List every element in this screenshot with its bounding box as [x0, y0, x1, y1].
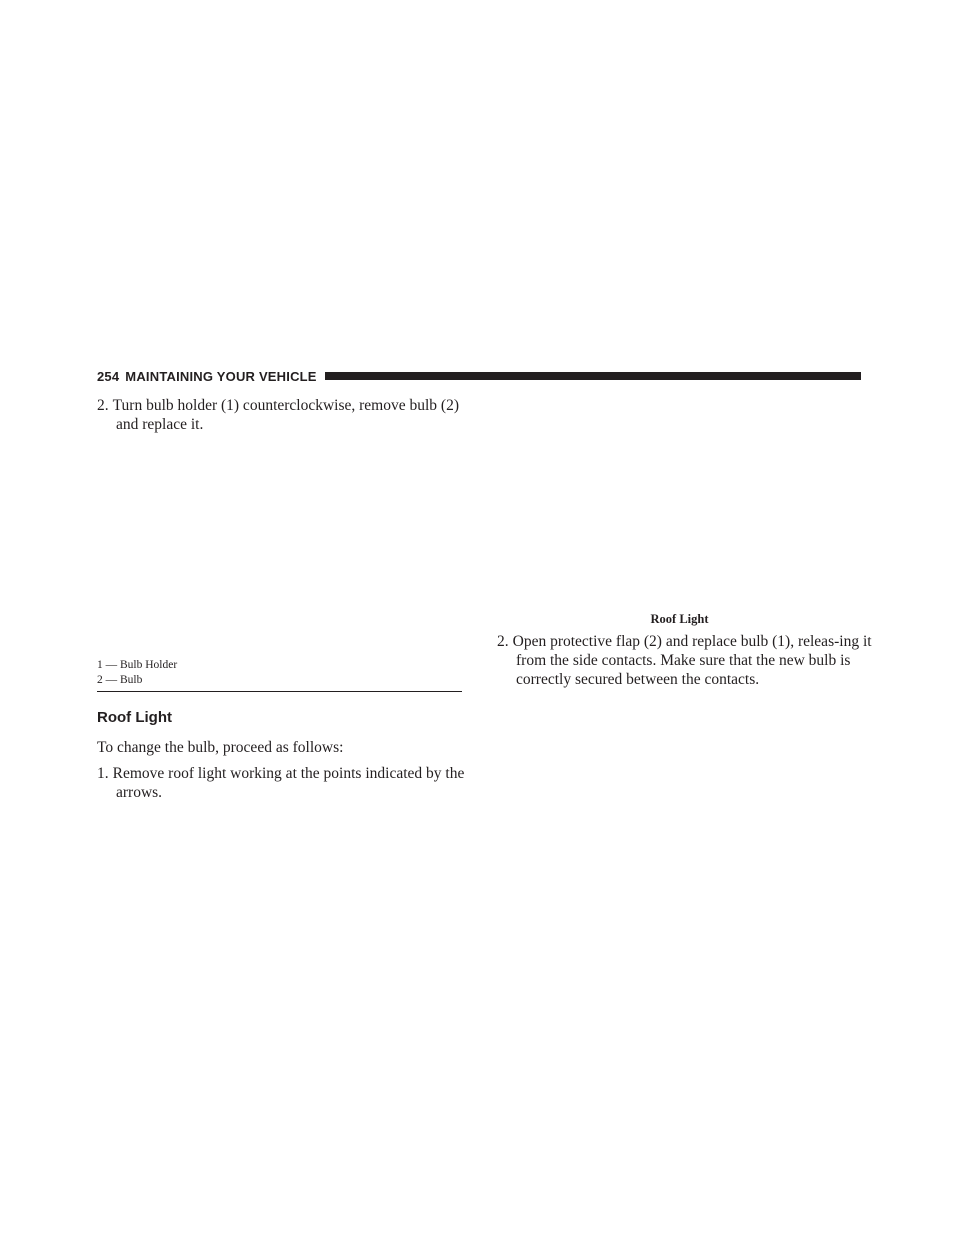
step-number: 2. — [497, 633, 509, 650]
step-open-protective-flap — [497, 632, 881, 689]
section-title: MAINTAINING YOUR VEHICLE — [125, 368, 317, 384]
callout-bulb-holder: 1 — Bulb Holder — [97, 659, 178, 671]
section-heading-roof-light: Roof Light — [97, 709, 172, 726]
callout-divider — [97, 691, 462, 692]
bulb-holder-figure — [97, 442, 462, 654]
step-remove-roof-light — [97, 764, 481, 802]
step-text: Open protective flap (2) and replace bulb (1), releas-ing it from the side contacts. Make sure that the new bulb is correctly secured between the contacts. — [512, 633, 872, 688]
running-header — [97, 366, 861, 386]
step-turn-bulb-holder — [97, 396, 481, 434]
figure-caption: Roof Light — [650, 612, 709, 626]
roof-light-figure — [497, 396, 862, 606]
callout-bulb: 2 — Bulb — [97, 674, 143, 686]
step-number: 2. — [97, 397, 109, 414]
step-text: Turn bulb holder (1) counterclockwise, remove bulb (2) and replace it. — [112, 397, 459, 433]
step-text: Remove roof light working at the points indicated by the arrows. — [112, 765, 465, 801]
page-number: 254 — [97, 368, 120, 384]
intro-text: To change the bulb, proceed as follows: — [97, 739, 344, 756]
header-rule — [325, 372, 861, 380]
step-number: 1. — [97, 765, 109, 782]
